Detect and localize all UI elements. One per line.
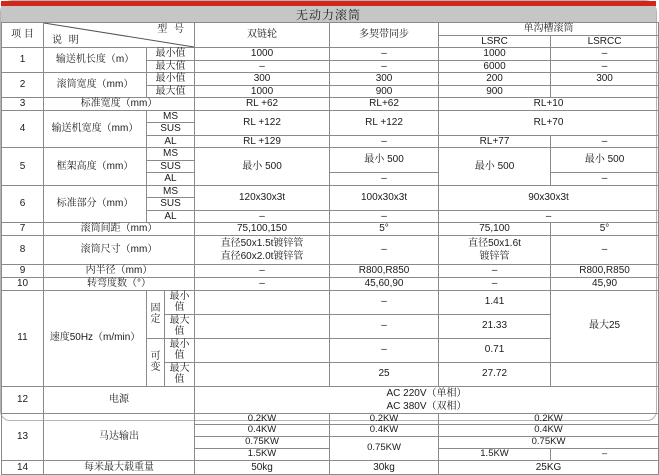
row-number: 14	[2, 461, 44, 475]
cell-empty	[195, 290, 330, 314]
cell-value: 21.33	[439, 314, 551, 338]
sub-label: 最大值	[165, 314, 195, 338]
cell-value: –	[551, 48, 659, 61]
row-label: 框架高度（mm）	[44, 148, 147, 186]
cell-value: –	[330, 135, 439, 148]
header-desc-model-cell	[44, 23, 195, 48]
cell-value: –	[195, 277, 330, 290]
row-number: 12	[2, 386, 44, 413]
cell-value: –	[330, 48, 439, 61]
cell-value: 100x30x3t	[330, 185, 439, 210]
row-number: 2	[2, 73, 44, 98]
cell-value: 300	[330, 73, 439, 86]
cell-value: –	[551, 60, 659, 73]
cell-empty	[195, 338, 330, 362]
cell-value: 0.75KW	[195, 437, 330, 449]
cell-value: 最小 500	[551, 148, 659, 173]
cell-empty	[551, 85, 659, 98]
cell-value: 6000	[439, 60, 551, 73]
cell-value: RL +129	[195, 135, 330, 148]
cell-value: 1.5KW	[439, 449, 551, 461]
cell-value: R800,R850	[551, 265, 659, 278]
row-label: 转弯度数（°）	[44, 277, 195, 290]
row-label: 每米最大载重量	[44, 461, 195, 475]
cell-value: 0.2KW	[195, 413, 330, 425]
cell-value: 27.72	[439, 362, 551, 386]
cell-value: 45,60,90	[330, 277, 439, 290]
cell-value: 1000	[195, 48, 330, 61]
header-item: 项 目	[2, 23, 44, 48]
cell-value: 90x30x3t	[439, 185, 659, 210]
sub-label: MS	[147, 185, 195, 198]
cell-empty	[195, 362, 330, 386]
sub-label: SUS	[147, 198, 195, 211]
sub-label: 最小值	[147, 73, 195, 86]
cell-value	[195, 386, 659, 413]
cell-value: 45,90	[551, 277, 659, 290]
sub-label: MS	[147, 110, 195, 123]
sub-label: 最大值	[147, 60, 195, 73]
cell-value: 1.5KW	[195, 449, 330, 461]
cell-value: –	[330, 210, 439, 223]
cell-value: 5°	[551, 223, 659, 236]
cell-value: –	[439, 265, 551, 278]
row-number: 13	[2, 413, 44, 461]
row-label: 滚筒间距（mm）	[44, 223, 195, 236]
row-label: 滚筒尺寸（mm）	[44, 236, 195, 265]
cell-value: –	[439, 210, 659, 223]
cell-value: RL+10	[439, 98, 659, 111]
cell-value: 25KG	[439, 461, 659, 475]
sub-label: SUS	[147, 160, 195, 173]
row-number: 6	[2, 185, 44, 223]
spec-table	[1, 22, 659, 475]
row-number: 11	[2, 290, 44, 386]
row-number: 3	[2, 98, 44, 111]
cell-value: 0.4KW	[195, 425, 330, 437]
cell-value: –	[439, 277, 551, 290]
cell-value: 120x30x3t	[195, 185, 330, 210]
sub-label: AL	[147, 210, 195, 223]
row-label: 马达输出	[44, 413, 195, 461]
cell-line: AC 380V（双相）	[386, 400, 467, 412]
cell-value: RL+77	[439, 135, 551, 148]
cell-line: AC 220V（单相）	[386, 387, 467, 399]
cell-value: –	[195, 60, 330, 73]
cell-value: 1.41	[439, 290, 551, 314]
row-label: 输送机长度（m）	[44, 48, 147, 73]
cell-value	[195, 236, 330, 265]
cell-value: R800,R850	[330, 265, 439, 278]
header-col-poly-v: 多契带同步	[330, 23, 439, 48]
cell-line: 直径60x2.0t镀锌管	[220, 251, 304, 262]
row-number: 1	[2, 48, 44, 73]
cell-value: 75,100,150	[195, 223, 330, 236]
cell-value: 900	[330, 85, 439, 98]
cell-value: 900	[439, 85, 551, 98]
cell-value: 30kg	[330, 461, 439, 475]
row-number: 10	[2, 277, 44, 290]
row-label: 内半径（mm）	[44, 265, 195, 278]
cell-value: 最小 500	[330, 148, 439, 173]
cell-value: 0.75KW	[330, 437, 439, 461]
cell-value: 5°	[330, 223, 439, 236]
cell-empty	[551, 362, 659, 386]
cell-value: 50kg	[195, 461, 330, 475]
sub-label: 最小值	[147, 48, 195, 61]
cell-value: –	[330, 314, 439, 338]
cell-value: 0.4KW	[330, 425, 439, 437]
cell-value: –	[195, 265, 330, 278]
sub-label: MS	[147, 148, 195, 161]
sub-group-variable: 可变	[147, 338, 165, 386]
row-number: 5	[2, 148, 44, 186]
cell-value: 最小 500	[439, 148, 551, 186]
cell-value: 0.4KW	[439, 425, 659, 437]
sub-label: 最小值	[165, 290, 195, 314]
cell-value: 0.71	[439, 338, 551, 362]
cell-value: –	[330, 60, 439, 73]
cell-value: RL+70	[439, 110, 659, 135]
cell-value: 最大25	[551, 290, 659, 362]
cell-value: 0.75KW	[439, 437, 659, 449]
row-label: 输送机宽度（mm）	[44, 110, 147, 148]
row-label: 滚筒宽度（mm）	[44, 73, 147, 98]
cell-value: 300	[551, 73, 659, 86]
cell-value: 300	[195, 73, 330, 86]
cell-line: 直径50x1.5t镀锌管	[220, 238, 304, 249]
header-model: 型 号	[157, 24, 187, 35]
sub-label: SUS	[147, 123, 195, 136]
cell-value: –	[330, 338, 439, 362]
row-number: 7	[2, 223, 44, 236]
sub-label: AL	[147, 135, 195, 148]
row-label: 速度50Hz（m/min）	[44, 290, 147, 386]
row-number: 8	[2, 236, 44, 265]
sub-label: AL	[147, 173, 195, 186]
header-col-lsrcc: LSRCC	[551, 35, 659, 48]
cell-value: –	[195, 210, 330, 223]
sub-group-fixed: 固定	[147, 290, 165, 338]
row-number: 9	[2, 265, 44, 278]
cell-value: RL +62	[195, 98, 330, 111]
row-label: 电源	[44, 386, 195, 413]
cell-value: 最小 500	[195, 148, 330, 186]
cell-value: 25	[330, 362, 439, 386]
cell-value: –	[551, 173, 659, 186]
cell-value: 0.2KW	[330, 413, 439, 425]
cell-line: 镀锌管	[479, 251, 510, 262]
sub-label: 最大值	[165, 362, 195, 386]
cell-value: –	[551, 449, 659, 461]
cell-empty	[195, 314, 330, 338]
header-desc: 说 明	[52, 34, 81, 46]
page-title: 无动力滚筒	[295, 7, 361, 22]
cell-value: RL+62	[330, 98, 439, 111]
cell-value: –	[551, 236, 659, 265]
cell-value: –	[551, 135, 659, 148]
title-bar	[1, 6, 656, 22]
cell-value: RL +122	[195, 110, 330, 135]
header-col-lsrc: LSRC	[439, 35, 551, 48]
cell-value: 200	[439, 73, 551, 86]
cell-value: 0.2KW	[439, 413, 659, 425]
cell-value: –	[330, 173, 439, 186]
cell-value: 75,100	[439, 223, 551, 236]
header-col-single-groove: 单沟槽滚筒	[439, 23, 659, 36]
cell-value: RL +122	[330, 110, 439, 135]
cell-value: –	[330, 290, 439, 314]
sub-label: 最大值	[147, 85, 195, 98]
cell-value	[439, 236, 551, 265]
header-col-double-chain: 双链轮	[195, 23, 330, 48]
cell-line: 直径50x1.6t	[468, 238, 521, 249]
row-label: 标准宽度（mm）	[44, 98, 195, 111]
cell-value: 1000	[195, 85, 330, 98]
cell-value: 1000	[439, 48, 551, 61]
sub-label: 最小值	[165, 338, 195, 362]
row-number: 4	[2, 110, 44, 148]
row-label: 标准部分（mm）	[44, 185, 147, 223]
cell-value: –	[330, 236, 439, 265]
